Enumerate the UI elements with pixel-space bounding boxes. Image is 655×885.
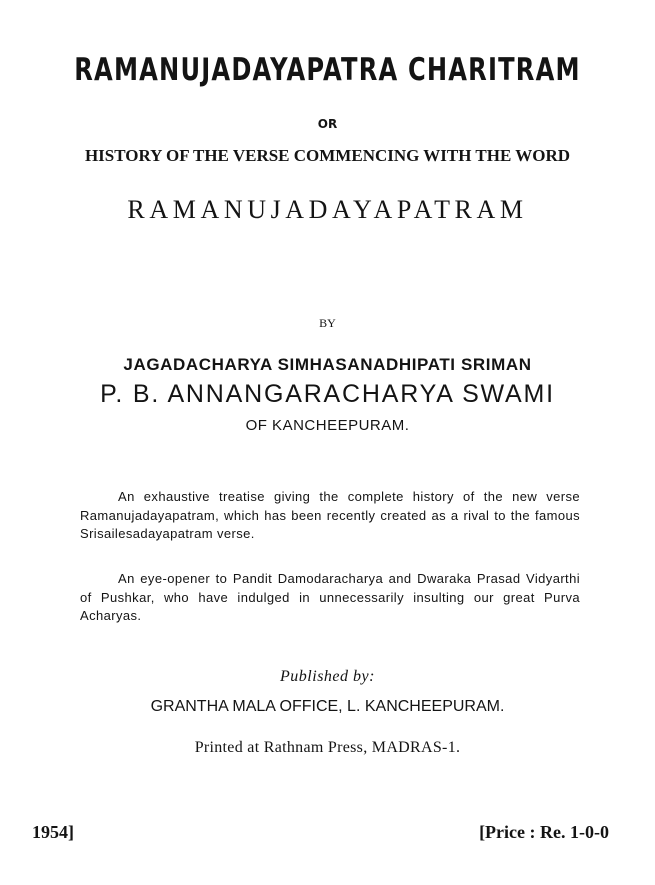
by-label: BY — [319, 316, 336, 330]
title-or: OR — [317, 117, 338, 131]
publisher-name: GRANTHA MALA OFFICE, L. KANCHEEPURAM. — [150, 698, 505, 715]
description-paragraph-1: An exhaustive treatise giving the complete history of the new verse Ramanujadayapatram, which has been recently created as a rival to the famous Srisailesadayapatram verse. — [80, 489, 580, 541]
author-honorific: JAGADACHARYA SIMHASANADHIPATI SRIMAN — [123, 355, 532, 374]
description-paragraph-2: An eye-opener to Pandit Damodaracharya and Dwaraka Prasad Vidyarthi of Pushkar, who have indulged in unnecessarily insulting our great Purva Acharyas. — [80, 571, 580, 623]
printer-line: Printed at Rathnam Press, MADRAS-1. — [194, 739, 461, 756]
verse-word: RAMANUJADAYAPATRAM — [127, 195, 528, 224]
author-name: P. B. ANNANGARACHARYA SWAMI — [100, 380, 555, 408]
price-label: [Price : Re. 1-0-0 — [479, 822, 609, 842]
author-place: OF KANCHEEPURAM. — [245, 417, 410, 434]
publication-year: 1954] — [32, 822, 74, 842]
published-by-label: Published by: — [280, 668, 375, 685]
book-title: RAMANUJADAYAPATRA CHARITRAM — [74, 52, 581, 88]
book-subtitle: HISTORY OF THE VERSE COMMENCING WITH THE WORD — [84, 146, 571, 165]
